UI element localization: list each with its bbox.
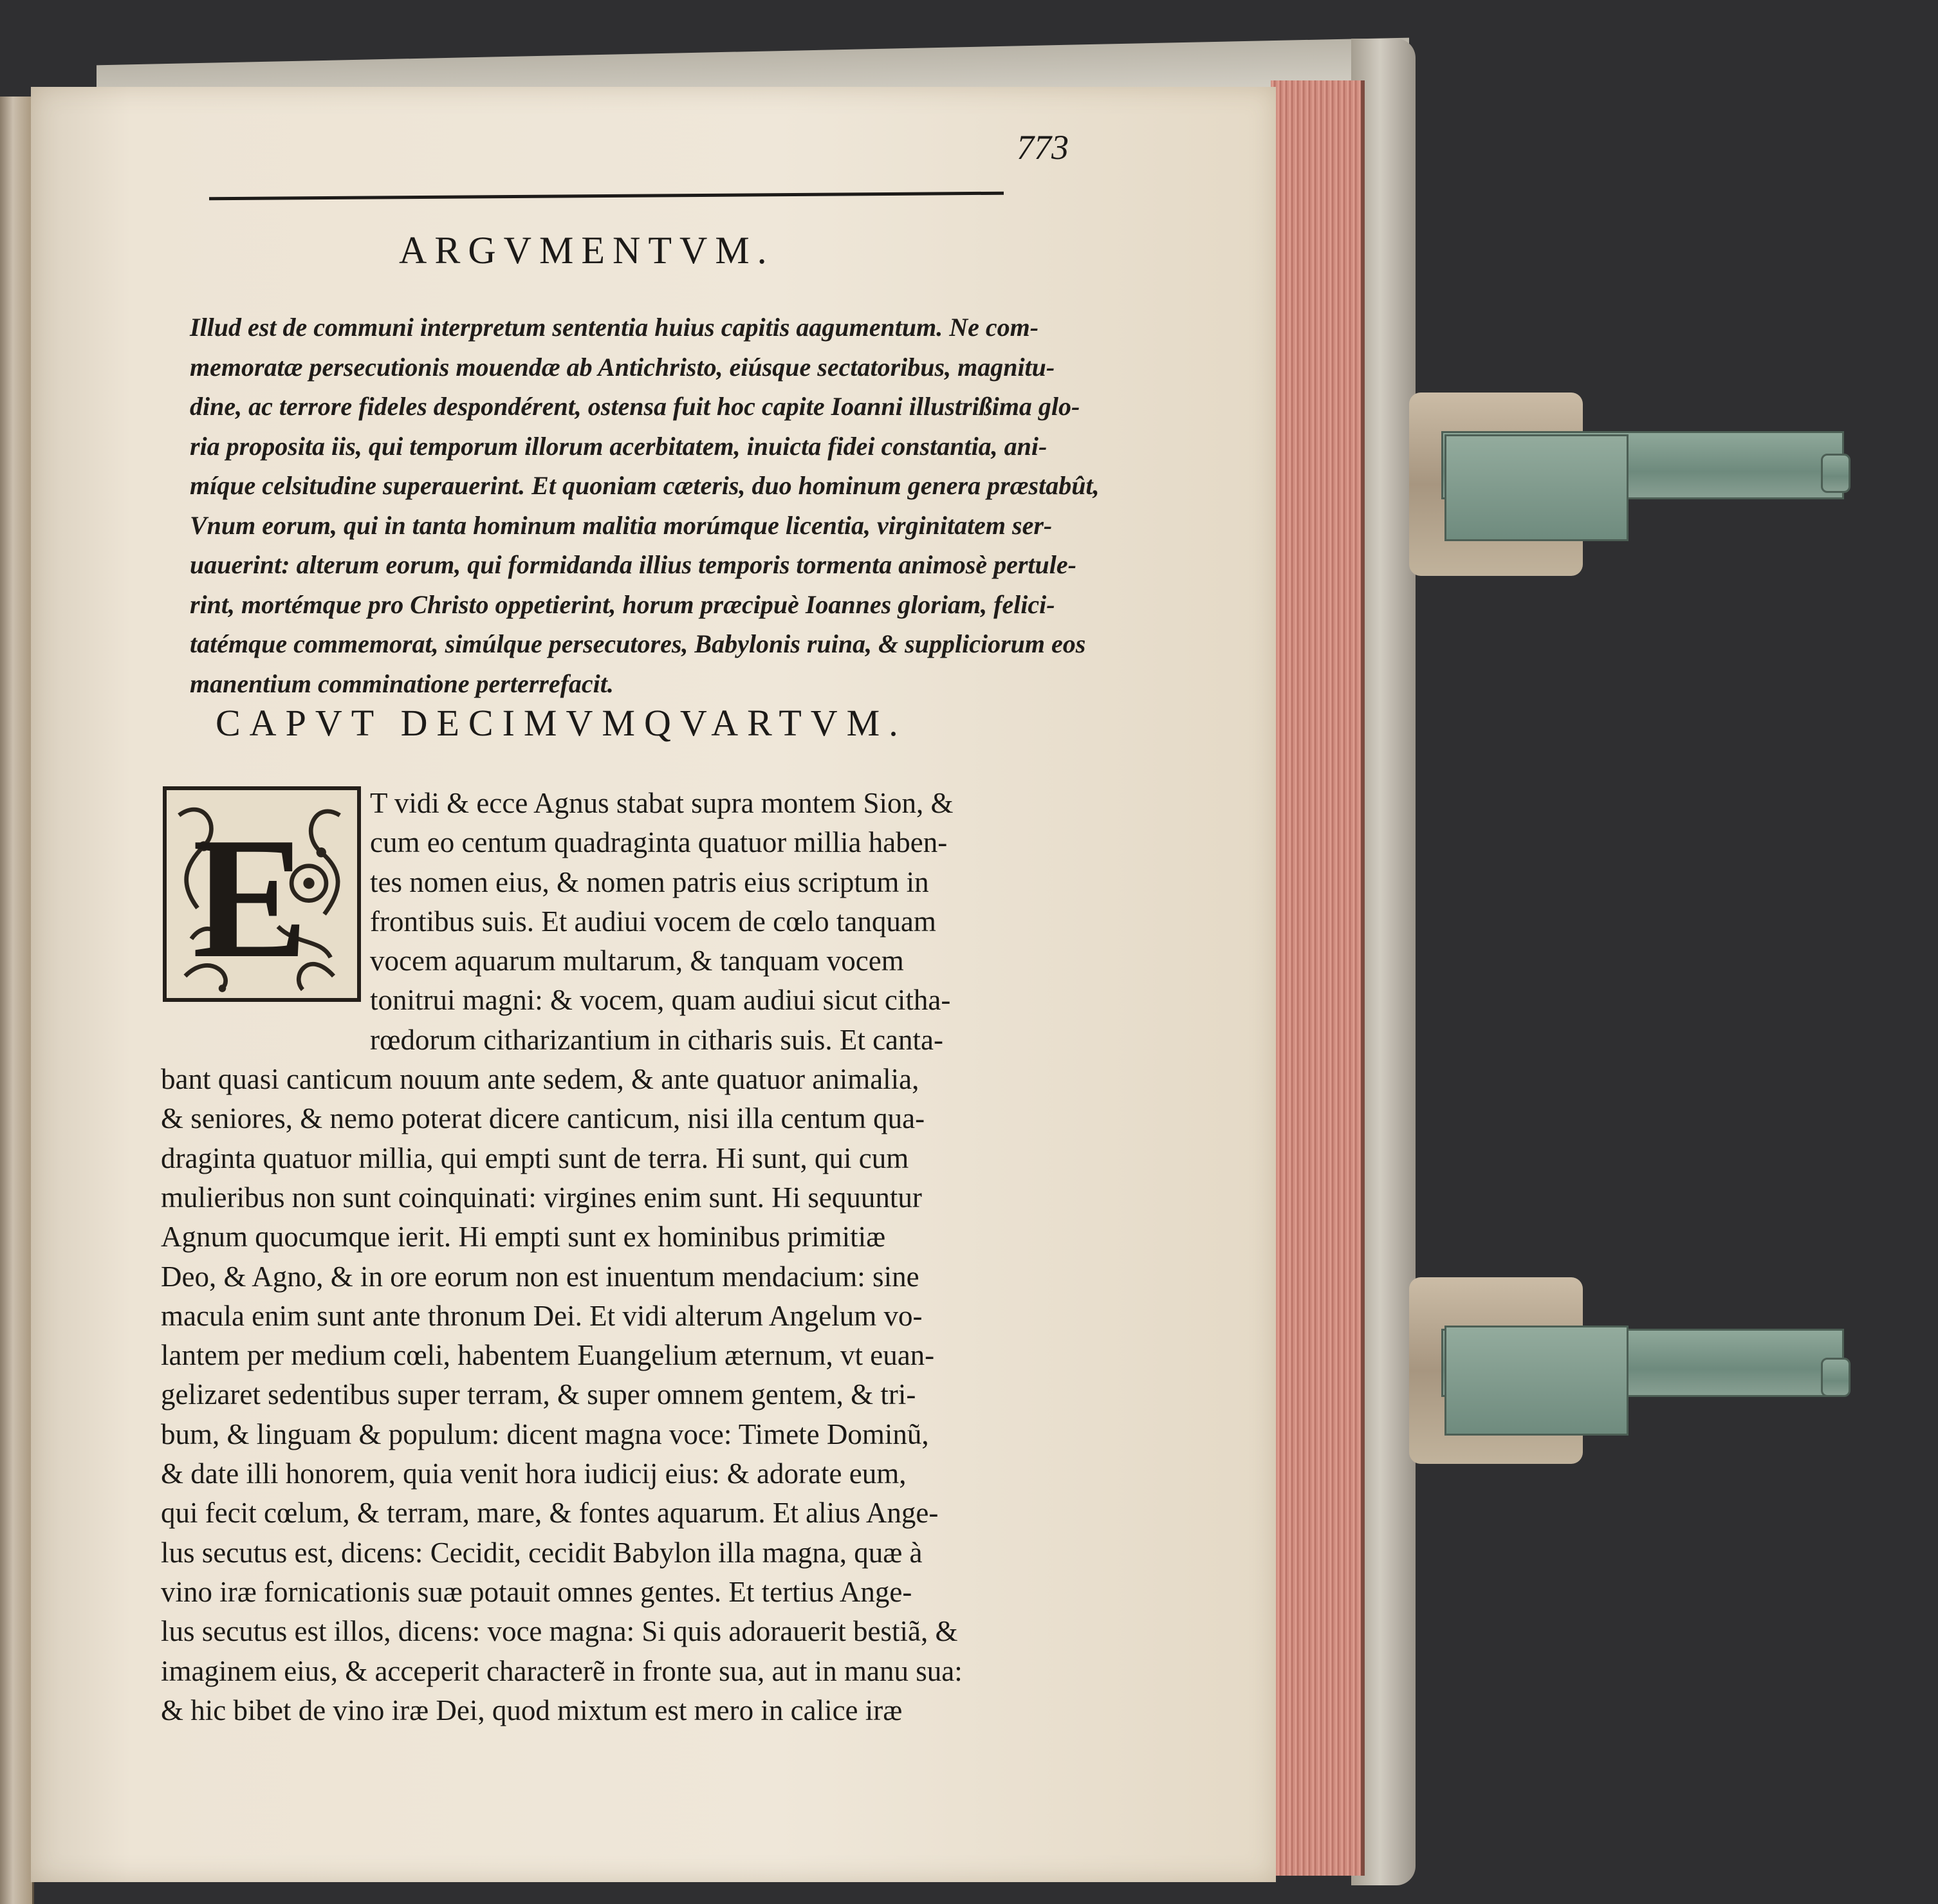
text-line: tonitrui magni: & vocem, quam audiui sicut citha- [370,984,951,1017]
text-line: Deo, & Agno, & in ore eorum non est inuentum mendacium: sine [161,1260,919,1293]
header-rule [209,192,1004,201]
argument-line: manentium comminatione perterrefacit. [190,669,614,698]
text-line: draginta quatuor millia, qui empti sunt de terra. Hi sunt, qui cum [161,1141,909,1174]
argument-line: uauerint: alterum eorum, qui formidanda illius temporis tormenta animosè pertule- [190,550,1076,579]
text-line: lantem per medium cœli, habentem Euangelium æternum, vt euan- [161,1339,935,1372]
page-fore-edge [1271,80,1365,1876]
left-page-edge [0,97,34,1904]
text-line: qui fecit cœlum, & terram, mare, & fontes aquarum. Et alius Ange- [161,1497,939,1530]
text-line: rœdorum citharizantium in citharis suis. Et canta- [370,1023,943,1056]
page-number: 773 [1017,128,1069,167]
argument-paragraph [190,308,1100,703]
text-line: T vidi & ecce Agnus stabat supra montem Sion, & [370,787,954,819]
text-line: gelizaret sedentibus super terram, & super omnem gentem, & tri- [161,1378,916,1411]
text-line: frontibus suis. Et audiui vocem de cœlo tanquam [370,905,936,938]
text-line: Agnum quocumque ierit. Hi empti sunt ex hominibus primitiæ [161,1221,886,1253]
text-line: vino iræ fornicationis suæ potauit omnes gentes. Et tertius Ange- [161,1575,912,1608]
chapter-heading: CAPVT DECIMVMQVARTVM. [216,702,907,744]
argument-line: memoratæ persecutionis mouendæ ab Antichristo, eiúsque sectatoribus, magnitu- [190,352,1055,382]
text-line: lus secutus est, dicens: Cecidit, cecidit Babylon illa magna, quæ à [161,1536,923,1569]
argument-line: tatémque commemorat, simúlque persecutores, Babylonis ruina, & suppliciorum eos [190,629,1086,658]
text-line: bum, & linguam & populum: dicent magna voce: Timete Dominũ, [161,1418,929,1450]
text-line: imaginem eius, & acceperit characterẽ in fronte sua, aut in manu sua: [161,1654,963,1687]
argument-line: Illud est de communi interpretum sententia huius capitis aagumentum. Ne com- [190,313,1039,342]
chapter-text [161,784,1081,1730]
text-line: lus secutus est illos, dicens: voce magna: Si quis adorauerit bestiã, & [161,1615,958,1648]
text-line: & seniores, & nemo poterat dicere canticum, nisi illa centum qua- [161,1102,925,1135]
argument-line: dine, ac terrore fideles despondérent, ostensa fuit hoc capite Ioanni illustrißima glo- [190,392,1080,421]
right-page [31,87,1276,1882]
text-line: bant quasi canticum nouum ante sedem, & ante quatuor animalia, [161,1063,919,1096]
argument-line: ria proposita iis, qui temporum illorum acerbitatem, inuicta fidei constantia, ani- [190,431,1047,461]
argument-line: rint, mortémque pro Christo oppetierint, horum præcipuè Ioannes gloriam, felici- [190,589,1055,619]
text-line: mulieribus non sunt coinquinati: virgines enim sunt. Hi sequuntur [161,1181,922,1214]
text-line: vocem aquarum multarum, & tanquam vocem [370,945,904,977]
text-line: & hic bibet de vino iræ Dei, quod mixtum est mero in calice iræ [161,1694,903,1726]
argument-line: míque celsitudine superauerint. Et quoniam cæteris, duo hominum genera præstabût, [190,471,1100,500]
initial-letter: E [192,802,309,994]
text-line: & date illi honorem, quia venit hora iudicij eius: & adorate eum, [161,1457,907,1490]
argument-line: Vnum eorum, qui in tanta hominum malitia morúmque licentia, virginitatem ser- [190,510,1053,540]
text-line: cum eo centum quadraginta quatuor millia haben- [370,826,948,859]
text-line: macula enim sunt ante thronum Dei. Et vidi alterum Angelum vo- [161,1299,923,1332]
argument-heading: ARGVMENTVM. [399,229,775,272]
text-line: tes nomen eius, & nomen patris eius scriptum in [370,865,929,898]
